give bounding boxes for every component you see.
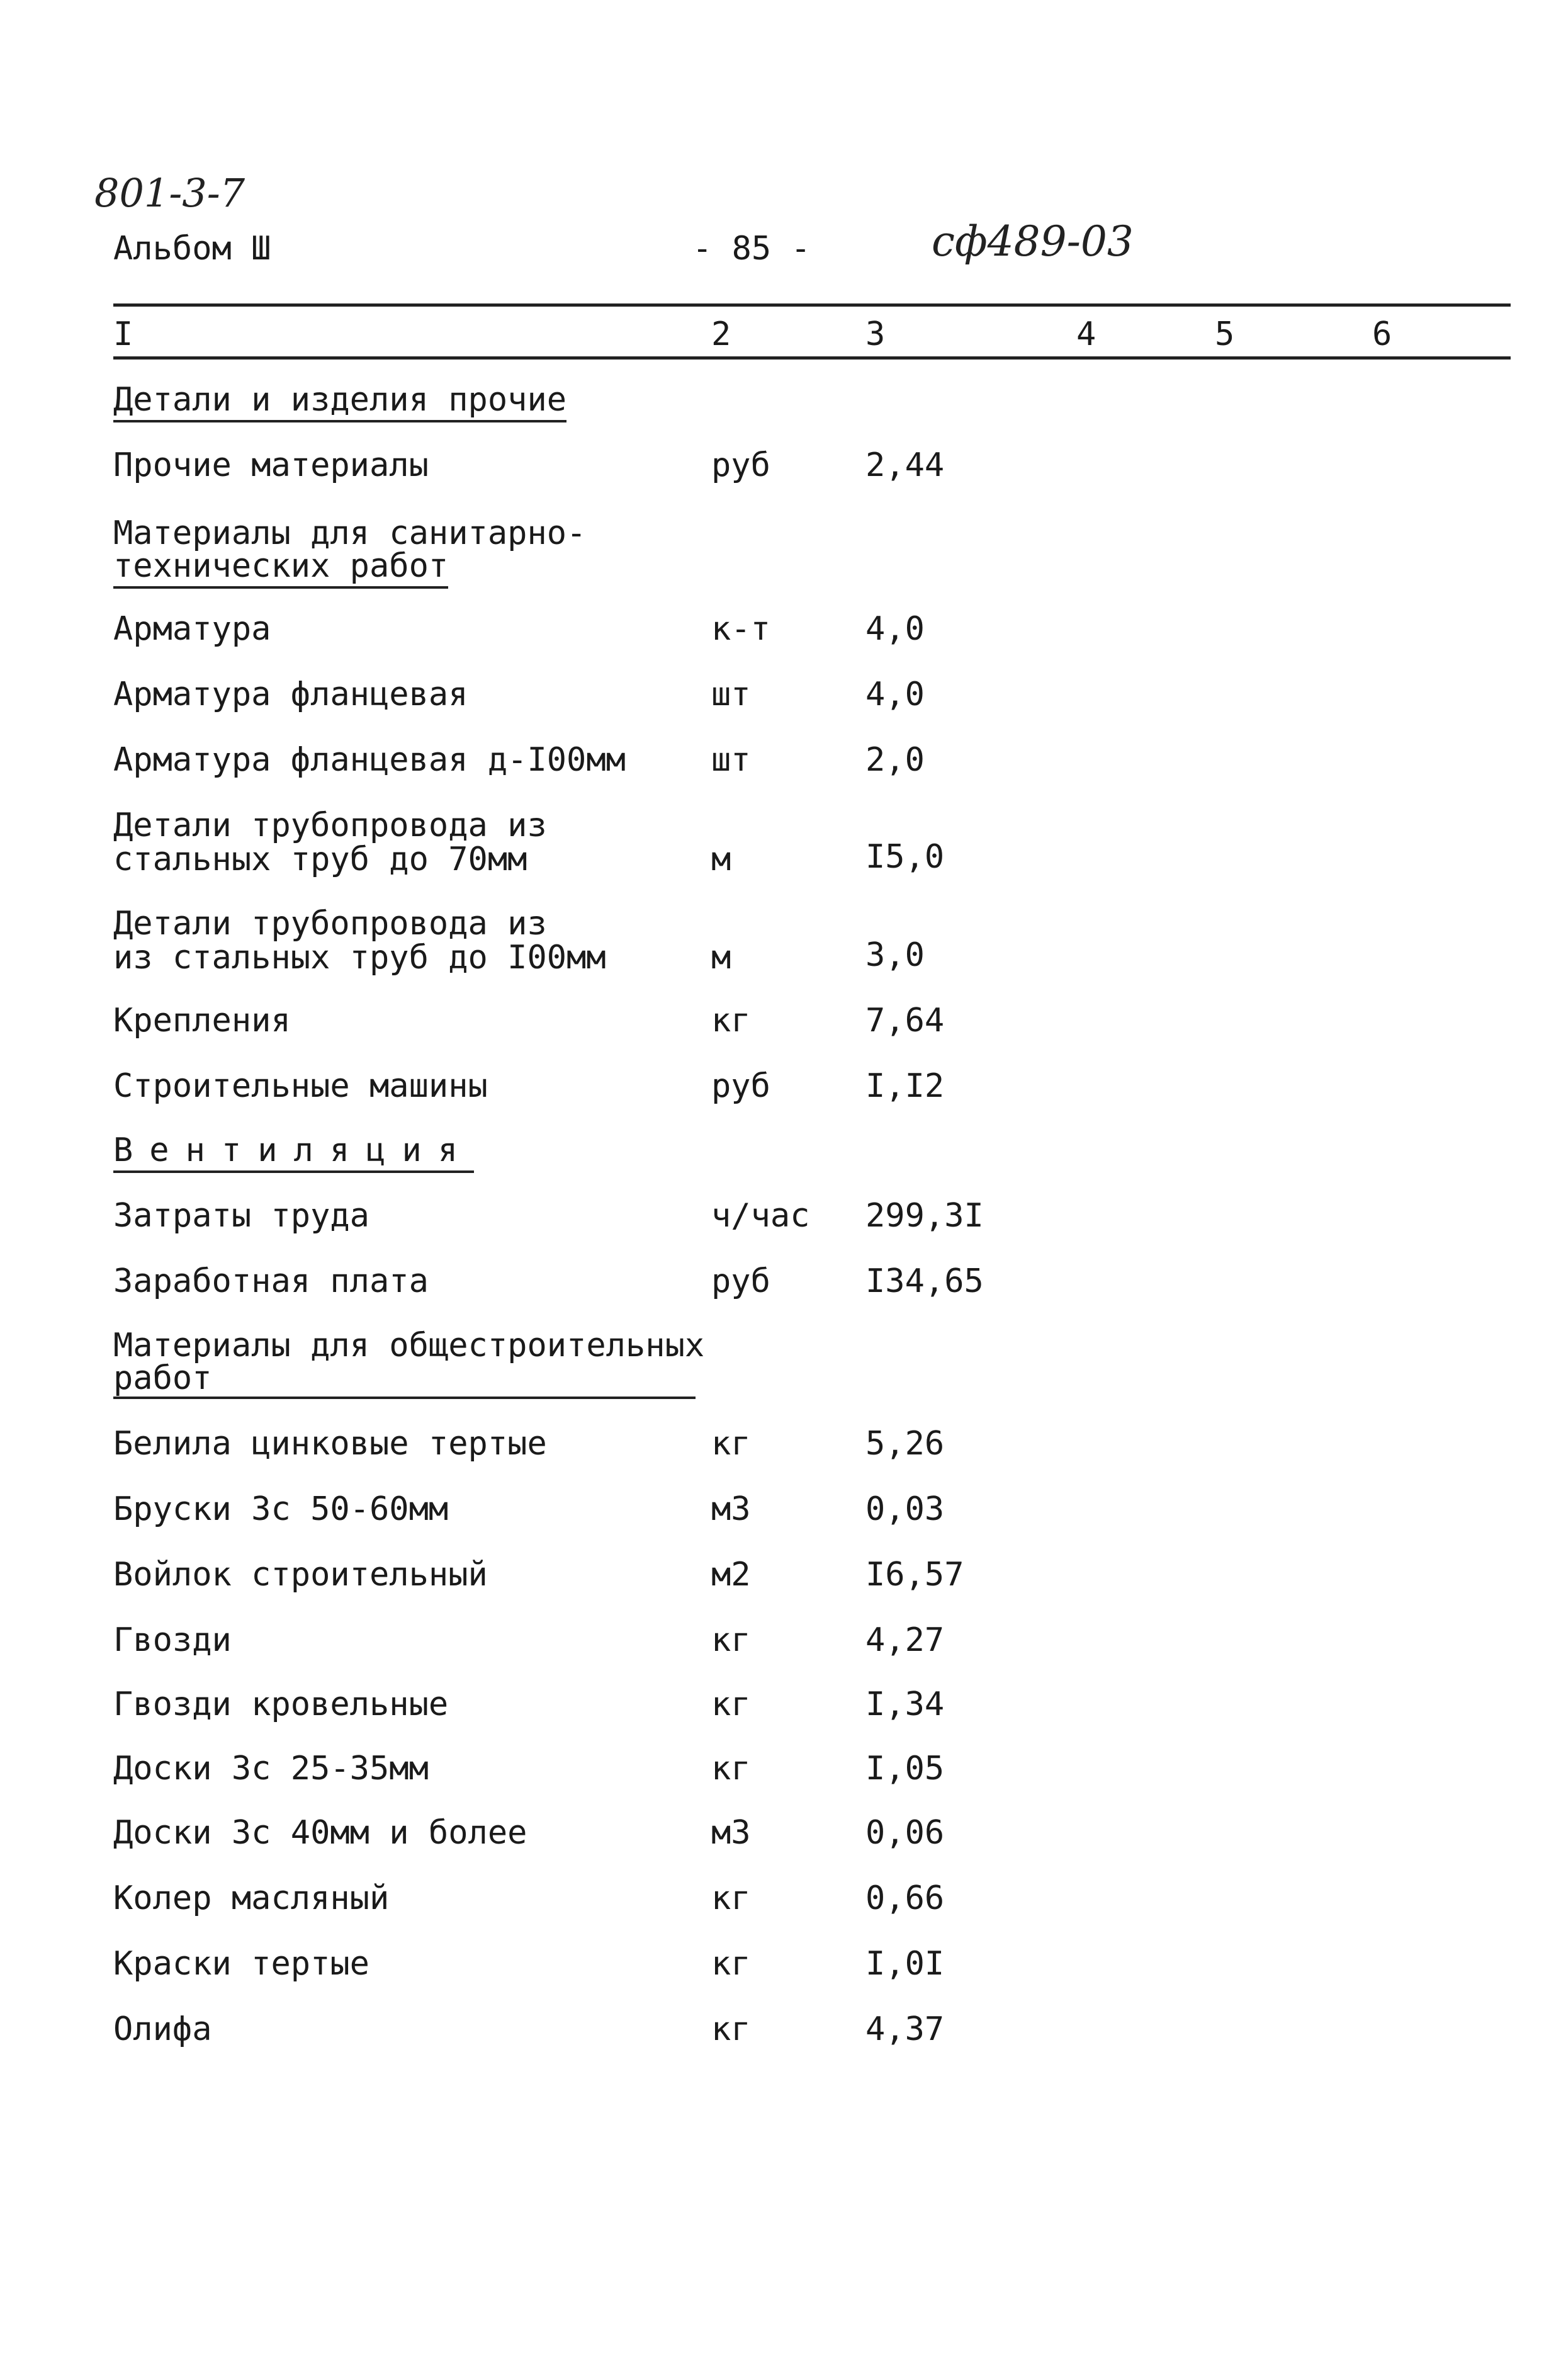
column-header-4: 4 xyxy=(1076,315,1096,353)
row-value: 3,0 xyxy=(865,936,925,974)
row-value: 5,26 xyxy=(865,1425,945,1463)
row-value: 4,37 xyxy=(865,2010,945,2048)
row-value: I,0I xyxy=(865,1945,945,1983)
row-value: I5,0 xyxy=(865,838,945,876)
row-unit: м3 xyxy=(711,1490,751,1528)
column-header-6: 6 xyxy=(1372,315,1392,353)
section-title-general-line2: работ xyxy=(113,1361,696,1399)
row-unit: кг xyxy=(711,1425,751,1463)
top-rule xyxy=(113,303,1511,307)
row-name: Арматура xyxy=(113,610,271,648)
column-header-rule xyxy=(113,356,1511,360)
row-name-line1: Детали трубопровода из xyxy=(113,905,547,943)
row-name: Арматура фланцевая д-I00мм xyxy=(113,741,626,779)
row-unit: руб xyxy=(711,1067,770,1105)
section-title-ventilation: Вентиляция xyxy=(113,1133,474,1167)
row-unit: кг xyxy=(711,1002,751,1040)
row-name: Доски 3с 25-35мм xyxy=(113,1750,429,1788)
row-name xyxy=(113,907,606,975)
row-value: I,I2 xyxy=(865,1067,945,1105)
row-name: Крепления xyxy=(113,1002,291,1040)
row-name: Прочие материалы xyxy=(113,446,429,484)
row-unit: кг xyxy=(711,1879,751,1917)
row-name: Гвозди кровельные xyxy=(113,1686,449,1723)
row-unit: руб xyxy=(711,1262,770,1300)
row-name-line2: стальных труб до 70мм xyxy=(113,841,527,878)
row-name: Гвозди xyxy=(113,1621,232,1659)
row-unit: кг xyxy=(711,1750,751,1788)
row-value: 299,3I xyxy=(865,1197,984,1235)
row-unit: кг xyxy=(711,2010,751,2048)
row-value: 2,44 xyxy=(865,446,945,484)
row-name: Доски 3с 40мм и более xyxy=(113,1814,527,1852)
row-unit: м3 xyxy=(711,1814,751,1852)
column-header-5: 5 xyxy=(1215,315,1235,353)
row-unit: шт xyxy=(711,676,751,713)
album-label: Альбом Ш xyxy=(113,230,271,268)
page-number: - 85 - xyxy=(692,230,811,268)
row-unit: м xyxy=(711,841,731,878)
section-title-general xyxy=(113,1329,704,1399)
row-name-line2: из стальных труб до I00мм xyxy=(113,939,606,977)
row-value: 4,0 xyxy=(865,676,925,713)
row-value: 4,27 xyxy=(865,1621,945,1659)
handwritten-code: 801-3-7 xyxy=(94,170,245,216)
row-value: 0,66 xyxy=(865,1879,945,1917)
column-header-3: 3 xyxy=(865,315,886,353)
row-name: Войлок строительный xyxy=(113,1556,488,1594)
row-name: Белила цинковые тертые xyxy=(113,1425,547,1463)
column-header-2: 2 xyxy=(711,315,731,353)
row-unit: ч/час xyxy=(711,1197,810,1235)
row-value: I,34 xyxy=(865,1686,945,1723)
row-unit: м2 xyxy=(711,1556,751,1594)
row-name: Бруски 3с 50-60мм xyxy=(113,1490,449,1528)
row-value: 2,0 xyxy=(865,741,925,779)
row-name xyxy=(113,808,547,876)
row-value: 7,64 xyxy=(865,1002,945,1040)
column-header-1: I xyxy=(113,315,133,353)
row-name: Краски тертые xyxy=(113,1945,369,1983)
handwritten-reference: сф489-03 xyxy=(932,217,1134,266)
row-name: Заработная плата xyxy=(113,1262,429,1300)
row-value: I6,57 xyxy=(865,1556,964,1594)
row-value: 0,03 xyxy=(865,1490,945,1528)
row-unit: кг xyxy=(711,1621,751,1659)
section-title-sanitary-line1: Материалы для санитарно- xyxy=(113,514,587,552)
row-unit: руб xyxy=(711,446,770,484)
row-value: 0,06 xyxy=(865,1814,945,1852)
row-name: Арматура фланцевая xyxy=(113,676,468,713)
section-title-details: Детали и изделия прочие xyxy=(113,383,566,417)
section-title-general-line1: Материалы для общестроительных xyxy=(113,1327,705,1364)
row-name: Строительные машины xyxy=(113,1067,488,1105)
row-unit: к-т xyxy=(711,610,770,648)
row-unit: кг xyxy=(711,1686,751,1723)
row-unit: кг xyxy=(711,1945,751,1983)
row-value: I34,65 xyxy=(865,1262,984,1300)
row-value: 4,0 xyxy=(865,610,925,648)
section-title-sanitary xyxy=(113,516,586,583)
row-unit: м xyxy=(711,939,731,977)
row-unit: шт xyxy=(711,741,751,779)
row-value: I,05 xyxy=(865,1750,945,1788)
section-title-sanitary-line2: технических работ xyxy=(113,549,586,583)
row-name: Олифа xyxy=(113,2010,212,2048)
row-name: Затраты труда xyxy=(113,1197,369,1235)
row-name: Колер масляный xyxy=(113,1879,390,1917)
row-name-line1: Детали трубопровода из xyxy=(113,807,547,844)
